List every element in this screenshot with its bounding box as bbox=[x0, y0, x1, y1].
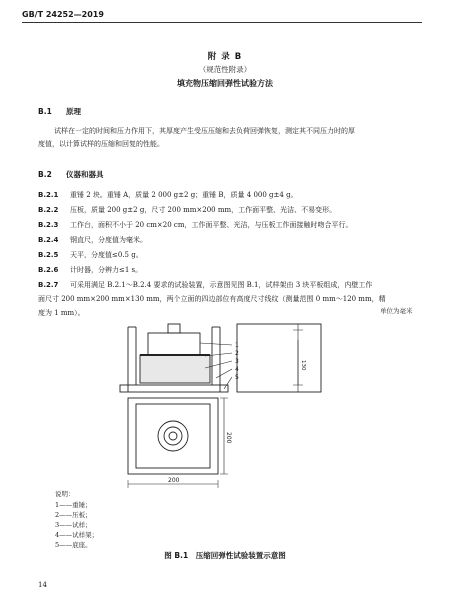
legend-item: 5——底座。 bbox=[55, 541, 92, 549]
standard-header: GB/T 24252—2019 bbox=[22, 10, 104, 19]
item-b27-line2: 面尺寸 200 mm×200 mm×130 mm，两个立面的四边部位有高度尺寸线纹（测量范围 0 mm～120 mm，精 bbox=[38, 295, 386, 303]
item-number: B.2.6 bbox=[38, 266, 59, 274]
legend-title: 说明： bbox=[55, 490, 75, 498]
appendix-subtitle: （规范性附录） bbox=[198, 65, 252, 74]
legend-item: 4——试样架； bbox=[55, 531, 99, 539]
top-weight-inner bbox=[169, 432, 177, 440]
dim-height-label: 200 bbox=[225, 432, 232, 444]
item-number: B.2.2 bbox=[38, 206, 59, 214]
unit-note: 单位为毫米 bbox=[380, 307, 413, 315]
item-text: 可采用满足 B.2.1～B.2.4 要求的试验装置，示意图见图 B.1，试样架由 3 块平板组成，内壁工作 bbox=[70, 281, 373, 289]
section-title: 原理 bbox=[66, 107, 81, 116]
item-text: 压板，质量 200 g±2 g，尺寸 200 mm×200 mm，工作面平整、光洁、不易变形。 bbox=[70, 206, 337, 214]
section-b1-line1: 试样在一定的时间和压力作用下，其厚度产生受压压缩和去负荷回弹恢复，测定其不同压力时的厚 bbox=[54, 127, 355, 135]
top-view bbox=[128, 398, 228, 488]
top-weight-outer bbox=[158, 421, 188, 451]
callout-1: 1 bbox=[235, 342, 239, 349]
section-b1-line2: 度值，以计算试样的压缩和回复的性能。 bbox=[38, 140, 164, 148]
top-inner-plate bbox=[136, 404, 210, 468]
weight-block bbox=[148, 333, 200, 355]
legend-item: 1——重锤； bbox=[55, 501, 92, 509]
item-number: B.2.3 bbox=[38, 221, 59, 229]
dim-width-label: 200 bbox=[168, 477, 180, 484]
section-number: B.1 bbox=[38, 107, 52, 116]
weight-handle bbox=[168, 324, 180, 333]
item-text: 钢直尺，分度值为毫米。 bbox=[70, 236, 147, 244]
dim-side-label: 130 bbox=[300, 360, 306, 371]
section-title: 仪器和器具 bbox=[66, 170, 104, 179]
side-view bbox=[237, 324, 321, 392]
item-number: B.2.5 bbox=[38, 251, 59, 259]
item-number: B.2.1 bbox=[38, 191, 59, 199]
callout-4: 4 bbox=[235, 366, 239, 373]
section-number: B.2 bbox=[38, 170, 52, 179]
appendix-heading: 填充物压缩回弹性试验方法 bbox=[177, 79, 273, 88]
specimen-block bbox=[140, 355, 210, 383]
appendix-title: 附 录 B bbox=[207, 52, 243, 62]
item-text: 工作台，面积不小于 20 cm×20 cm，工作面平整、光洁，与压板工作面接触时吻合平行。 bbox=[70, 221, 353, 229]
legend-item: 3——试样； bbox=[55, 521, 92, 529]
base-plate bbox=[120, 385, 228, 392]
top-weight-middle bbox=[164, 427, 182, 445]
item-number: B.2.7 bbox=[38, 281, 59, 289]
callout-2: 2 bbox=[235, 350, 239, 357]
top-frame bbox=[128, 398, 218, 474]
item-number: B.2.4 bbox=[38, 236, 59, 244]
legend-item: 2——压板； bbox=[55, 511, 92, 519]
figure-caption: 图 B.1 压缩回弹性试验装置示意图 bbox=[164, 551, 286, 560]
item-text: 天平，分度值≤0.5 g。 bbox=[70, 251, 143, 259]
callout-3: 3 bbox=[235, 358, 239, 365]
item-text: 计时器，分辨力≤1 s。 bbox=[70, 266, 143, 274]
front-view bbox=[120, 324, 232, 392]
side-frame bbox=[237, 324, 321, 392]
item-text: 重锤 2 块。重锤 A，质量 2 000 g±2 g；重锤 B，质量 4 000 g±4 g。 bbox=[70, 191, 298, 199]
item-b27-line3: 度为 1 mm）。 bbox=[38, 309, 85, 317]
callout-5: 5 bbox=[235, 374, 239, 381]
page-number: 14 bbox=[38, 581, 47, 589]
